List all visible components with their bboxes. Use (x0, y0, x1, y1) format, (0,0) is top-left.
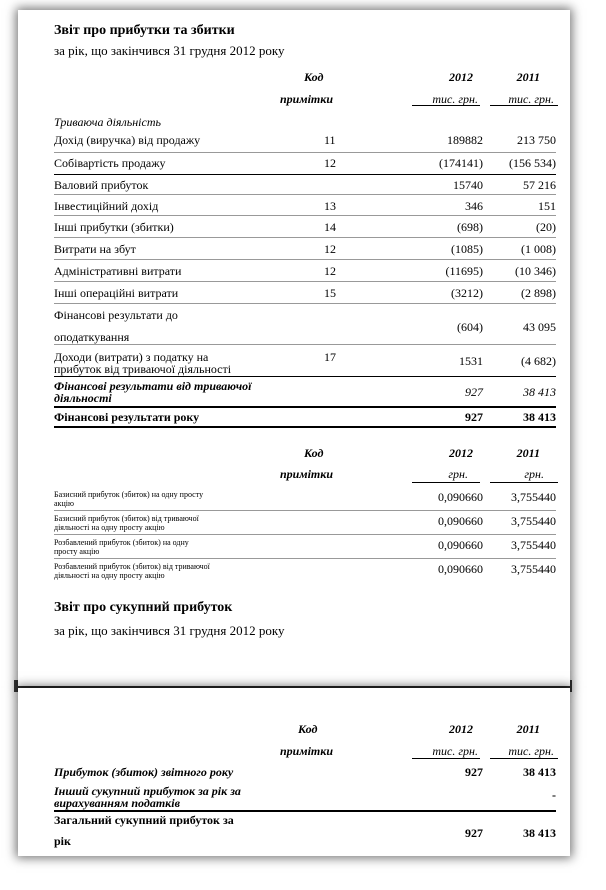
row-divider (54, 406, 556, 408)
income-statement-title: Звіт про прибутки та збитки (54, 23, 235, 38)
comprehensive-income-subtitle: за рік, що закінчився 31 грудня 2012 року (54, 623, 285, 638)
ci-col-2011-unit: тис. грн. (508, 744, 554, 758)
eps-unit-underline-2011 (490, 482, 558, 483)
row-divider (54, 215, 556, 216)
col-2011-header: 2011 (516, 70, 540, 84)
row-divider (54, 558, 556, 559)
ci-unit-underline-2011 (490, 758, 558, 759)
col-2012-unit: тис. грн. (432, 92, 478, 106)
row-divider (54, 174, 556, 175)
col-2011-unit: тис. грн. (508, 92, 554, 106)
col-note-subheader: примітки (280, 92, 333, 106)
row-divider (54, 237, 556, 238)
comprehensive-income-title: Звіт про сукупний прибуток (54, 600, 233, 615)
row-divider (54, 152, 556, 153)
col-2012-header: 2012 (449, 70, 473, 84)
eps-unit-underline-2012 (412, 482, 480, 483)
row-divider (54, 344, 556, 345)
ci-col-2012-unit: тис. грн. (432, 744, 478, 758)
eps-col-2012-header: 2012 (449, 446, 473, 460)
eps-col-2012-unit: грн. (448, 467, 468, 481)
row-divider (54, 281, 556, 282)
section-label: Триваюча діяльність (54, 115, 161, 129)
document-page-1: Звіт про прибутки та збитки за рік, що закінчився 31 грудня 2012 року Код 2012 2011 примітки тис. грн. тис. грн. Триваюча діяльність Дохід (виручка) від продажу 11 189882 213 750 Собівартість продажу 12 (174141) (156 534) Валовий прибуток 15740 57 216 Інвестиційний дохід 13 346 151 Інші прибутки (збитки) 14 (698) (20) Витрати на збут 12 (1085) (1 008) Адміністративні витрати 12 (11695) (10 346) Інші операційні витрати 15 (3212) (2 898) Фінансові результати до оподаткування (604) 43 095 Доходи (витрати) з податку на прибуток від триваючої діяльності 17 1531 (4 682) Фінансові результати від триваючої діяльності 927 38 413 Фінансові результати року 927 38 413 Код 2012 2011 примітки грн. грн. Базисний прибуток (збиток) на одну просту акцію 0,090660 3,755440 Базисний прибуток (збиток) від триваючої діяльності на одну просту акцію 0,090660 3,755440 Розбавлений прибуток (збиток) на одну просту акцію 0,090660 3,755440 Розбавлений прибуток (збиток) від триваючої діяльності на одну просту акцію 0,090660 3,755440 Звіт про сукупний прибуток за рік, що закінчився 31 грудня 2012 року (18, 10, 570, 686)
col-note-header: Код (304, 70, 324, 84)
ci-col-2011-header: 2011 (516, 722, 540, 736)
eps-col-note-header: Код (304, 446, 324, 460)
row-divider (54, 259, 556, 260)
row-divider (54, 426, 556, 428)
eps-col-note-subheader: примітки (280, 467, 333, 481)
row-divider (54, 510, 556, 511)
unit-underline-2011 (490, 105, 558, 106)
ci-col-note-header: Код (298, 722, 318, 736)
eps-col-2011-header: 2011 (516, 446, 540, 460)
row-divider (54, 810, 556, 812)
ci-col-2012-header: 2012 (449, 722, 473, 736)
row-divider (54, 303, 556, 304)
document-page-2: Код 2012 2011 примітки тис. грн. тис. грн. Прибуток (збиток) звітного року 927 38 413 Інший сукупний прибуток за рік за вирахуванням податків - Загальний сукупний прибуток за рік 927 38 413 (18, 688, 570, 856)
row-divider (54, 534, 556, 535)
unit-underline-2012 (412, 105, 480, 106)
row-divider (54, 194, 556, 195)
ci-unit-underline-2012 (412, 758, 480, 759)
income-statement-subtitle: за рік, що закінчився 31 грудня 2012 року (54, 43, 285, 58)
eps-col-2011-unit: грн. (524, 467, 544, 481)
row-divider (54, 376, 556, 377)
ci-col-note-subheader: примітки (280, 744, 333, 758)
